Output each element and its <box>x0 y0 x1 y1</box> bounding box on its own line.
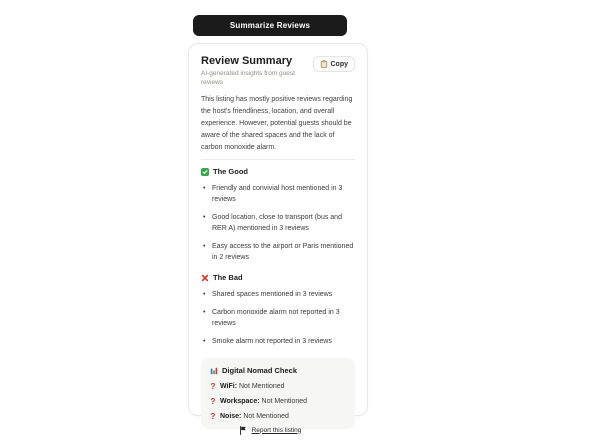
red-question-icon: ? <box>210 396 216 406</box>
flag-icon <box>239 426 247 434</box>
copy-button[interactable] <box>313 56 356 72</box>
nomad-item-label: Workspace: <box>220 398 260 405</box>
list-item: • Friendly and convivial host mentioned in 3 reviews <box>201 183 355 205</box>
report-listing-link[interactable]: Report this listing <box>251 426 302 434</box>
summarize-reviews-button[interactable]: Summarize Reviews <box>193 15 347 36</box>
report-row <box>190 426 350 434</box>
digital-nomad-check-box <box>201 358 355 429</box>
red-question-icon: ? <box>210 381 216 391</box>
nomad-item-value: Not Mentioned <box>261 398 308 405</box>
bar-chart-icon <box>210 367 218 375</box>
divider <box>201 159 355 160</box>
nomad-heading <box>210 366 346 376</box>
card-subtitle: AI-generated insights from guest reviews <box>201 70 295 86</box>
nomad-item-workspace <box>210 397 346 406</box>
card-header <box>201 55 355 87</box>
list-item: • Good location, close to transport (bus and RER A) mentioned in 3 reviews <box>201 212 355 234</box>
card-header-text <box>201 55 313 87</box>
good-section-heading <box>201 166 355 177</box>
green-check-icon <box>201 168 209 176</box>
good-list <box>201 183 355 263</box>
list-item: • Shared spaces mentioned in 3 reviews <box>201 289 355 300</box>
summary-paragraph: This listing has mostly positive reviews regarding the host's friendliness, location, and overall experience. However, potential guests should be aware of the shared spaces and the lack of carbon monoxide alarm. <box>201 96 353 151</box>
nomad-item-wifi <box>210 382 346 391</box>
nomad-item-value: Not Mentioned <box>239 383 285 390</box>
copy-button-label: Copy <box>330 60 348 68</box>
bad-section-title: The Bad <box>213 273 243 282</box>
page-title: Review Summary <box>201 55 293 67</box>
good-section-title: The Good <box>213 167 248 176</box>
red-x-icon <box>201 274 209 282</box>
nomad-item-noise <box>210 412 346 421</box>
nomad-item-value: Not Mentioned <box>243 413 289 420</box>
review-summary-card <box>188 43 368 421</box>
nomad-item-label: WiFi: <box>220 383 238 390</box>
bad-list <box>201 289 355 347</box>
list-item: • Carbon monoxide alarm not reported in 3 reviews <box>201 307 355 329</box>
red-question-icon: ? <box>210 411 216 421</box>
nomad-item-label: Noise: <box>220 413 242 420</box>
nomad-title: Digital Nomad Check <box>222 366 298 375</box>
list-item: • Easy access to the airport or Paris mentioned in 2 reviews <box>201 241 355 263</box>
list-item: • Smoke alarm not reported in 3 reviews <box>201 336 355 347</box>
bad-section-heading <box>201 272 355 283</box>
clipboard-icon <box>320 60 328 68</box>
